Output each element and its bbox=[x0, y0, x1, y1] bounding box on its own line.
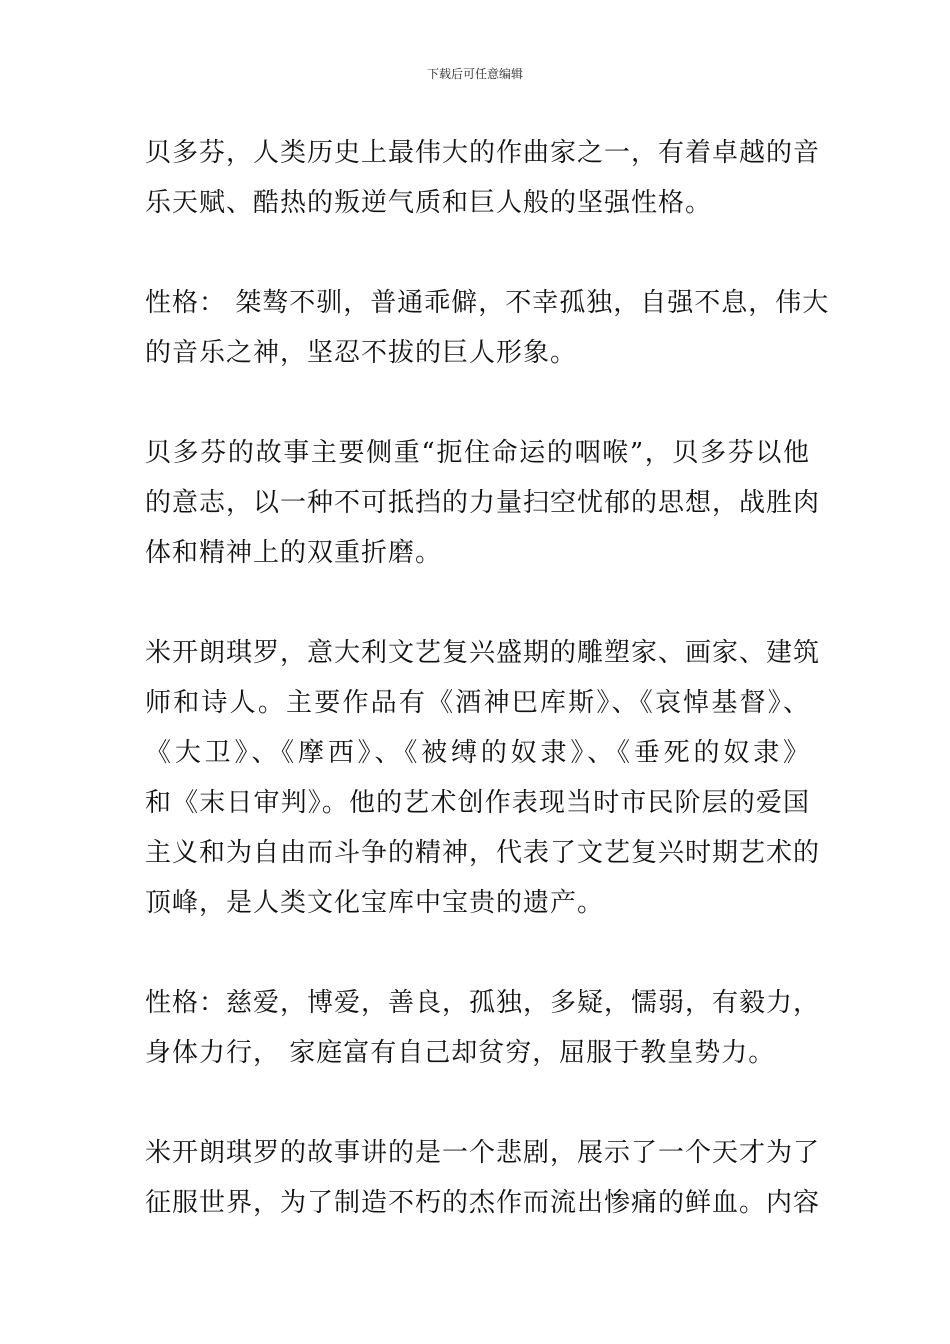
paragraph-spacer bbox=[145, 1078, 810, 1128]
text-line: 征服世界，为了制造不朽的杰作而流出惨痛的鲜血。内容 bbox=[145, 1188, 821, 1218]
text-line: 米开朗琪罗，意大利文艺复兴盛期的雕塑家、画家、建筑 bbox=[145, 638, 821, 668]
paragraph-michelangelo-intro bbox=[145, 628, 821, 928]
paragraph-spacer bbox=[145, 228, 810, 278]
text-line: 和《末日审判》。他的艺术创作表现当时市民阶层的爱国 bbox=[145, 788, 810, 818]
document-body bbox=[145, 128, 830, 1228]
text-line: 顶峰，是人类文化宝库中宝贵的遗产。 bbox=[145, 888, 605, 918]
page-header: 下载后可任意编辑 bbox=[426, 67, 523, 81]
text-line: 身体力行， 家庭富有自己却贫穷，屈服于教皇势力。 bbox=[145, 1038, 776, 1068]
paragraph-michelangelo-story bbox=[145, 1128, 821, 1228]
text-line: 性格： 桀骜不驯，普通乖僻，不幸孤独，自强不息，伟大 bbox=[145, 288, 830, 318]
paragraph-beethoven-story bbox=[145, 428, 821, 578]
text-line: 米开朗琪罗的故事讲的是一个悲剧，展示了一个天才为了 bbox=[145, 1138, 821, 1168]
paragraph-beethoven-intro bbox=[145, 128, 821, 228]
text-line: 乐天赋、酷热的叛逆气质和巨人般的坚强性格。 bbox=[145, 188, 713, 218]
paragraph-spacer bbox=[145, 378, 810, 428]
paragraph-spacer bbox=[145, 928, 810, 978]
text-line: 《大卫》、《摩西》、《被缚的奴隶》、《垂死的奴隶》 bbox=[145, 738, 810, 768]
text-line: 体和精神上的双重折磨。 bbox=[145, 538, 443, 568]
text-line: 贝多芬，人类历史上最伟大的作曲家之一，有着卓越的音 bbox=[145, 138, 821, 168]
text-line: 的音乐之神，坚忍不拔的巨人形象。 bbox=[145, 338, 578, 368]
text-line: 贝多芬的故事主要侧重“扼住命运的咽喉”，贝多芬以他 bbox=[145, 438, 810, 468]
text-line: 师和诗人。主要作品有《酒神巴库斯》、《哀悼基督》、 bbox=[145, 688, 810, 718]
paragraph-beethoven-character bbox=[145, 278, 830, 378]
text-line: 主义和为自由而斗争的精神，代表了文艺复兴时期艺术的 bbox=[145, 838, 821, 868]
paragraph-spacer bbox=[145, 578, 810, 628]
paragraph-michelangelo-character bbox=[145, 978, 821, 1078]
text-line: 性格：慈爱，博爱，善良，孤独，多疑，懦弱，有毅力， bbox=[145, 988, 821, 1018]
text-line: 的意志，以一种不可抵挡的力量扫空忧郁的思想，战胜肉 bbox=[145, 488, 821, 518]
